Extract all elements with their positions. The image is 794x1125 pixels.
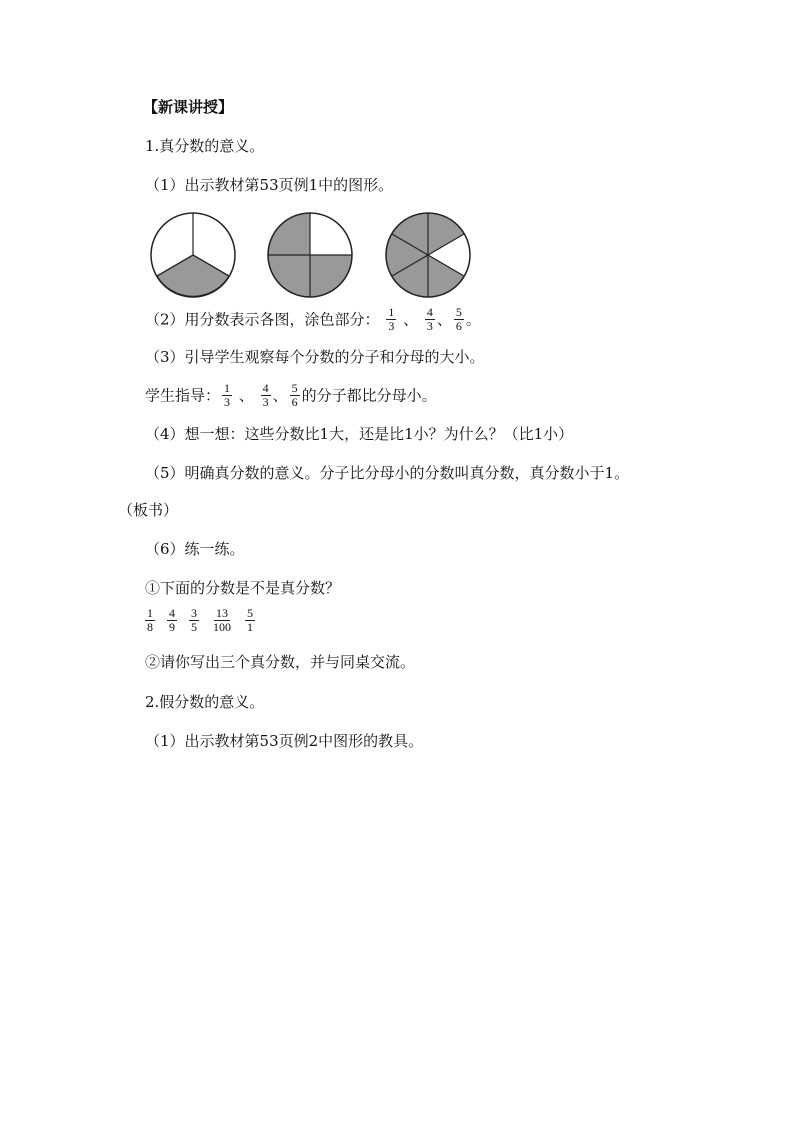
step5-board-note: （板书） [118,501,179,519]
fraction [211,607,233,634]
fraction [386,306,396,333]
fraction [290,382,300,409]
item2-step1-text: （1）出示教材第53页例2中图形的教具。 [145,732,424,750]
denominator: 8 [147,620,153,634]
circle-one-third [148,210,238,300]
section-title: 【新课讲授】 [143,98,234,116]
circle-three-fourths [265,210,355,300]
numerator: 5 [247,606,253,620]
step6-text: （6）练一练。 [145,540,245,558]
separator: 、 [403,310,419,329]
denominator: 1 [247,620,253,634]
fraction [261,382,271,409]
fraction [167,607,177,634]
denominator: 3 [224,395,231,409]
denominator: 5 [191,620,197,634]
step2-line [145,307,481,334]
step5-text: （5）明确真分数的意义。分子比分母小的分数叫真分数，真分数小于1。 [145,464,630,482]
fraction [245,607,255,634]
step4-text: （4）想一想：这些分数比1大，还是比1小？为什么？（比1小） [145,425,574,443]
item1-heading: 1.真分数的意义。 [145,137,265,155]
separator: 、 [436,310,452,329]
numerator: 1 [224,381,231,395]
numerator: 4 [426,305,433,319]
fraction [189,607,199,634]
step1-text: （1）出示教材第53页例1中的图形。 [145,176,394,194]
separator: 、 [272,386,288,405]
fraction [222,382,232,409]
numerator: 4 [262,381,269,395]
circle-five-sixths [383,210,473,300]
separator: 、 [238,386,254,405]
denominator: 3 [388,319,395,333]
denominator: 3 [426,319,433,333]
numerator: 5 [455,305,462,319]
denominator: 3 [262,395,269,409]
practice1-text: ①下面的分数是不是真分数？ [145,579,341,597]
numerator: 4 [169,606,175,620]
step2-prefix: （2）用分数表示各图，涂色部分： [145,310,380,329]
denominator: 6 [291,395,298,409]
denominator: 100 [213,620,231,634]
numerator: 1 [388,305,395,319]
numerator: 13 [216,606,228,620]
guide-prefix: 学生指导： [145,386,221,405]
numerator: 5 [291,381,298,395]
fraction [454,306,464,333]
guide-suffix: 的分子都比分母小。 [301,386,437,405]
numerator: 3 [191,606,197,620]
fraction [425,306,435,333]
fraction [145,607,155,634]
guide-line [145,383,437,410]
denominator: 9 [169,620,175,634]
numerator: 1 [147,606,153,620]
item2-heading: 2.假分数的意义。 [145,693,265,711]
denominator: 6 [455,319,462,333]
practice-fraction-list [145,608,255,635]
step3-text: （3）引导学生观察每个分数的分子和分母的大小。 [145,348,485,366]
practice2-text: ②请你写出三个真分数，并与同桌交流。 [145,653,416,671]
end-mark: 。 [465,310,481,329]
